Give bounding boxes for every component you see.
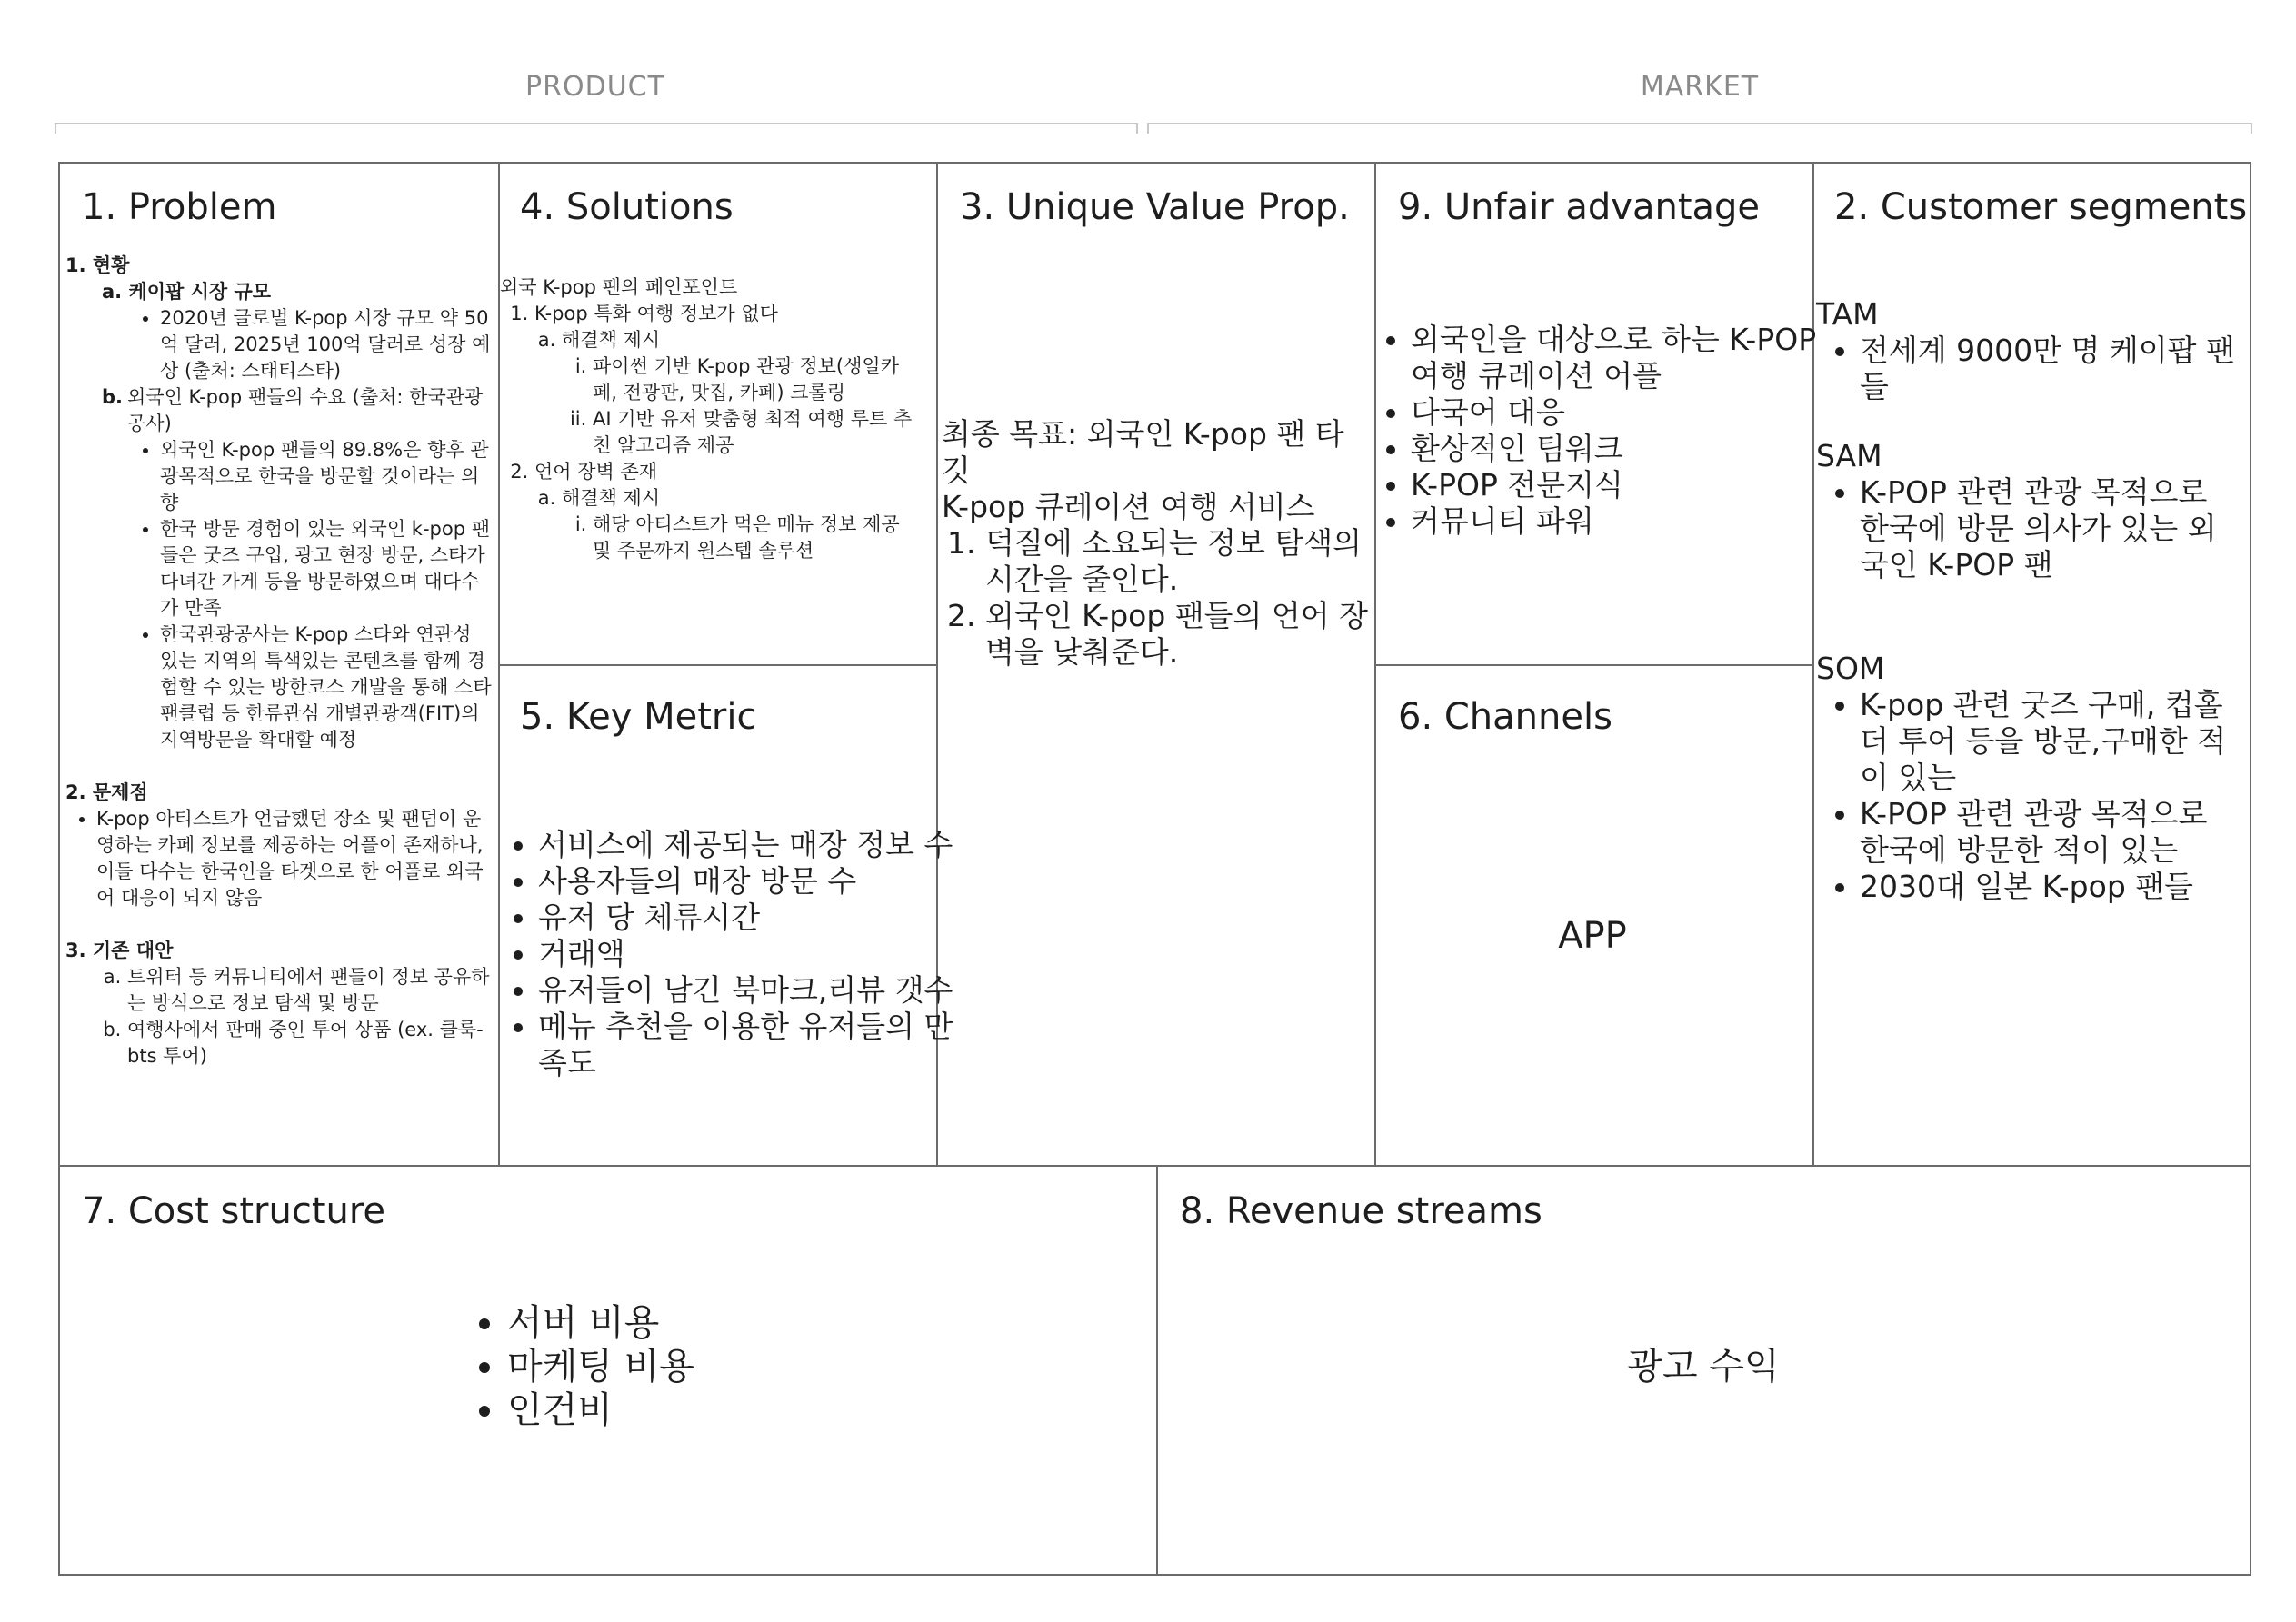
list-item: b. 여행사에서 판매 중인 투어 상품 (ex. 클룩-bts 투어)	[127, 1017, 493, 1070]
list-item: • 서비스에 제공되는 매장 정보 수	[538, 827, 963, 863]
problem-s1b-row	[65, 384, 493, 437]
product-bracket	[55, 123, 1138, 134]
customer-segments-body	[1816, 296, 2245, 905]
list-item: • 한국 방문 경험이 있는 외국인 k-pop 팬들은 굿즈 구입, 광고 현장 방문, 스타가 다녀간 가게 등을 방문하였으며 대다수가 만족	[160, 516, 493, 622]
problem-body	[65, 253, 493, 1070]
list-item: • 유저들이 남긴 북마크,리뷰 갯수	[538, 972, 963, 1009]
channels-title: 6. Channels	[1398, 696, 1612, 738]
market-header: MARKET	[1640, 71, 1760, 103]
uvp-goal-line1: 최종 목표: 외국인 K-pop 팬 타깃	[942, 416, 1344, 488]
channels-body: APP	[1558, 915, 1627, 957]
list-item: • 인건비	[507, 1388, 871, 1432]
list-item: • K-POP 관련 관광 목적으로 한국에 방문한 적이 있는	[1860, 796, 2245, 869]
list-item: • K-POP 관련 관광 목적으로 한국에 방문 의사가 있는 외국인 K-POP 팬	[1860, 474, 2245, 583]
solutions-body	[500, 274, 918, 564]
list-item: • 외국인을 대상으로 하는 K-POP 여행 큐레이션 어플	[1411, 322, 1838, 394]
list-item: 1. 덕질에 소요되는 정보 탐색의 시간을 줄인다.	[985, 525, 1373, 598]
list-item: • 메뉴 추천을 이용한 유저들의 만족도	[538, 1009, 963, 1081]
solutions-p2a: 해결책 제시	[562, 487, 661, 509]
problem-s1b-marker: b.	[102, 386, 124, 408]
revenue-streams-body: 광고 수익	[1627, 1346, 1780, 1388]
problem-s1-heading: 1. 현황	[65, 254, 130, 276]
tam-label: TAM	[1816, 296, 1879, 332]
problem-title: 1. Problem	[82, 186, 277, 228]
market-bracket	[1147, 123, 2252, 134]
list-item: 2. 외국인 K-pop 팬들의 언어 장벽을 낮춰준다.	[985, 598, 1373, 671]
list-item	[534, 301, 918, 459]
list-item: • K-POP 전문지식	[1411, 467, 1838, 503]
list-item: • 유저 당 체류시간	[538, 900, 963, 936]
list-item: • 거래액	[538, 936, 963, 972]
problem-s2-heading: 2. 문제점	[65, 781, 148, 803]
list-item: • 2030대 일본 K-pop 팬들	[1860, 869, 2245, 905]
som-label: SOM	[1816, 651, 1885, 686]
uvp-title: 3. Unique Value Prop.	[960, 186, 1350, 228]
cost-structure-list	[464, 1301, 871, 1432]
key-metric-list	[502, 827, 963, 1081]
list-item	[562, 485, 918, 564]
revenue-streams-title: 8. Revenue streams	[1180, 1190, 1542, 1232]
list-item: a. 트위터 등 커뮤니티에서 팬들이 정보 공유하는 방식으로 정보 탐색 및 방문	[127, 964, 493, 1017]
list-item	[534, 459, 918, 564]
product-header: PRODUCT	[525, 71, 665, 103]
list-item: • 전세계 9000만 명 케이팝 팬들	[1860, 333, 2245, 405]
list-item: • K-pop 관련 굿즈 구매, 컵홀더 투어 등을 방문,구매한 적이 있는	[1860, 687, 2245, 796]
divider	[1812, 164, 1814, 1165]
customer-segments-title: 2. Customer segments	[1834, 186, 2248, 228]
list-item: • 사용자들의 매장 방문 수	[538, 863, 963, 900]
list-item: • 환상적인 팀워크	[1411, 431, 1838, 467]
problem-s1a-heading: a. 케이팝 시장 규모	[102, 281, 272, 303]
divider	[498, 664, 936, 666]
list-item: • 한국관광공사는 K-pop 스타와 연관성 있는 지역의 특색있는 콘텐츠를 함께 경험할 수 있는 방한코스 개발을 통해 스타 팬클럽 등 한류관심 개별관광객(FIT)의 지역방문을 확대할 예정	[160, 622, 493, 753]
list-item: • K-pop 아티스트가 언급했던 장소 및 팬덤이 운영하는 카페 정보를 제공하는 어플이 존재하나, 이들 다수는 한국인을 타겟으로 한 어플로 외국어 대응이 되지 않음	[96, 806, 493, 911]
solutions-p1: K-pop 특화 여행 정보가 없다	[534, 303, 778, 324]
list-item: i. 해당 아티스트가 먹은 메뉴 정보 제공 및 주문까지 원스텝 솔루션	[593, 512, 918, 564]
solutions-p2: 언어 장벽 존재	[534, 461, 658, 483]
solutions-title: 4. Solutions	[520, 186, 734, 228]
unfair-advantage-list	[1374, 322, 1838, 540]
solutions-intro: 외국 K-pop 팬의 페인포인트	[500, 276, 738, 298]
uvp-body	[942, 416, 1373, 671]
list-item: • 외국인 K-pop 팬들의 89.8%은 향후 관광목적으로 한국을 방문할 것이라는 의향	[160, 437, 493, 516]
list-item: • 다국어 대응	[1411, 394, 1838, 431]
uvp-goal-line2: K-pop 큐레이션 여행 서비스	[942, 489, 1315, 524]
list-item: • 커뮤니티 파워	[1411, 503, 1838, 540]
unfair-advantage-title: 9. Unfair advantage	[1398, 186, 1761, 228]
list-item: ii. AI 기반 유저 맞춤형 최적 여행 루트 추천 알고리즘 제공	[593, 406, 918, 459]
list-item: • 마케팅 비용	[507, 1345, 871, 1388]
sam-label: SAM	[1816, 438, 1882, 473]
list-item: i. 파이썬 기반 K-pop 관광 정보(생일카페, 전광판, 맛집, 카페) 크롤링	[593, 353, 918, 406]
list-item: • 서버 비용	[507, 1301, 871, 1345]
key-metric-title: 5. Key Metric	[520, 696, 757, 738]
cost-structure-title: 7. Cost structure	[82, 1190, 386, 1232]
divider	[1374, 664, 1812, 666]
problem-s3-heading: 3. 기존 대안	[65, 940, 174, 961]
list-item	[562, 327, 918, 459]
problem-s1b-heading: 외국인 K-pop 팬들의 수요 (출처: 한국관광공사)	[127, 386, 484, 434]
solutions-p1a: 해결책 제시	[562, 329, 661, 351]
list-item: • 2020년 글로벌 K-pop 시장 규모 약 50억 달러, 2025년 100억 달러로 성장 예상 (출처: 스태티스타)	[160, 305, 493, 384]
